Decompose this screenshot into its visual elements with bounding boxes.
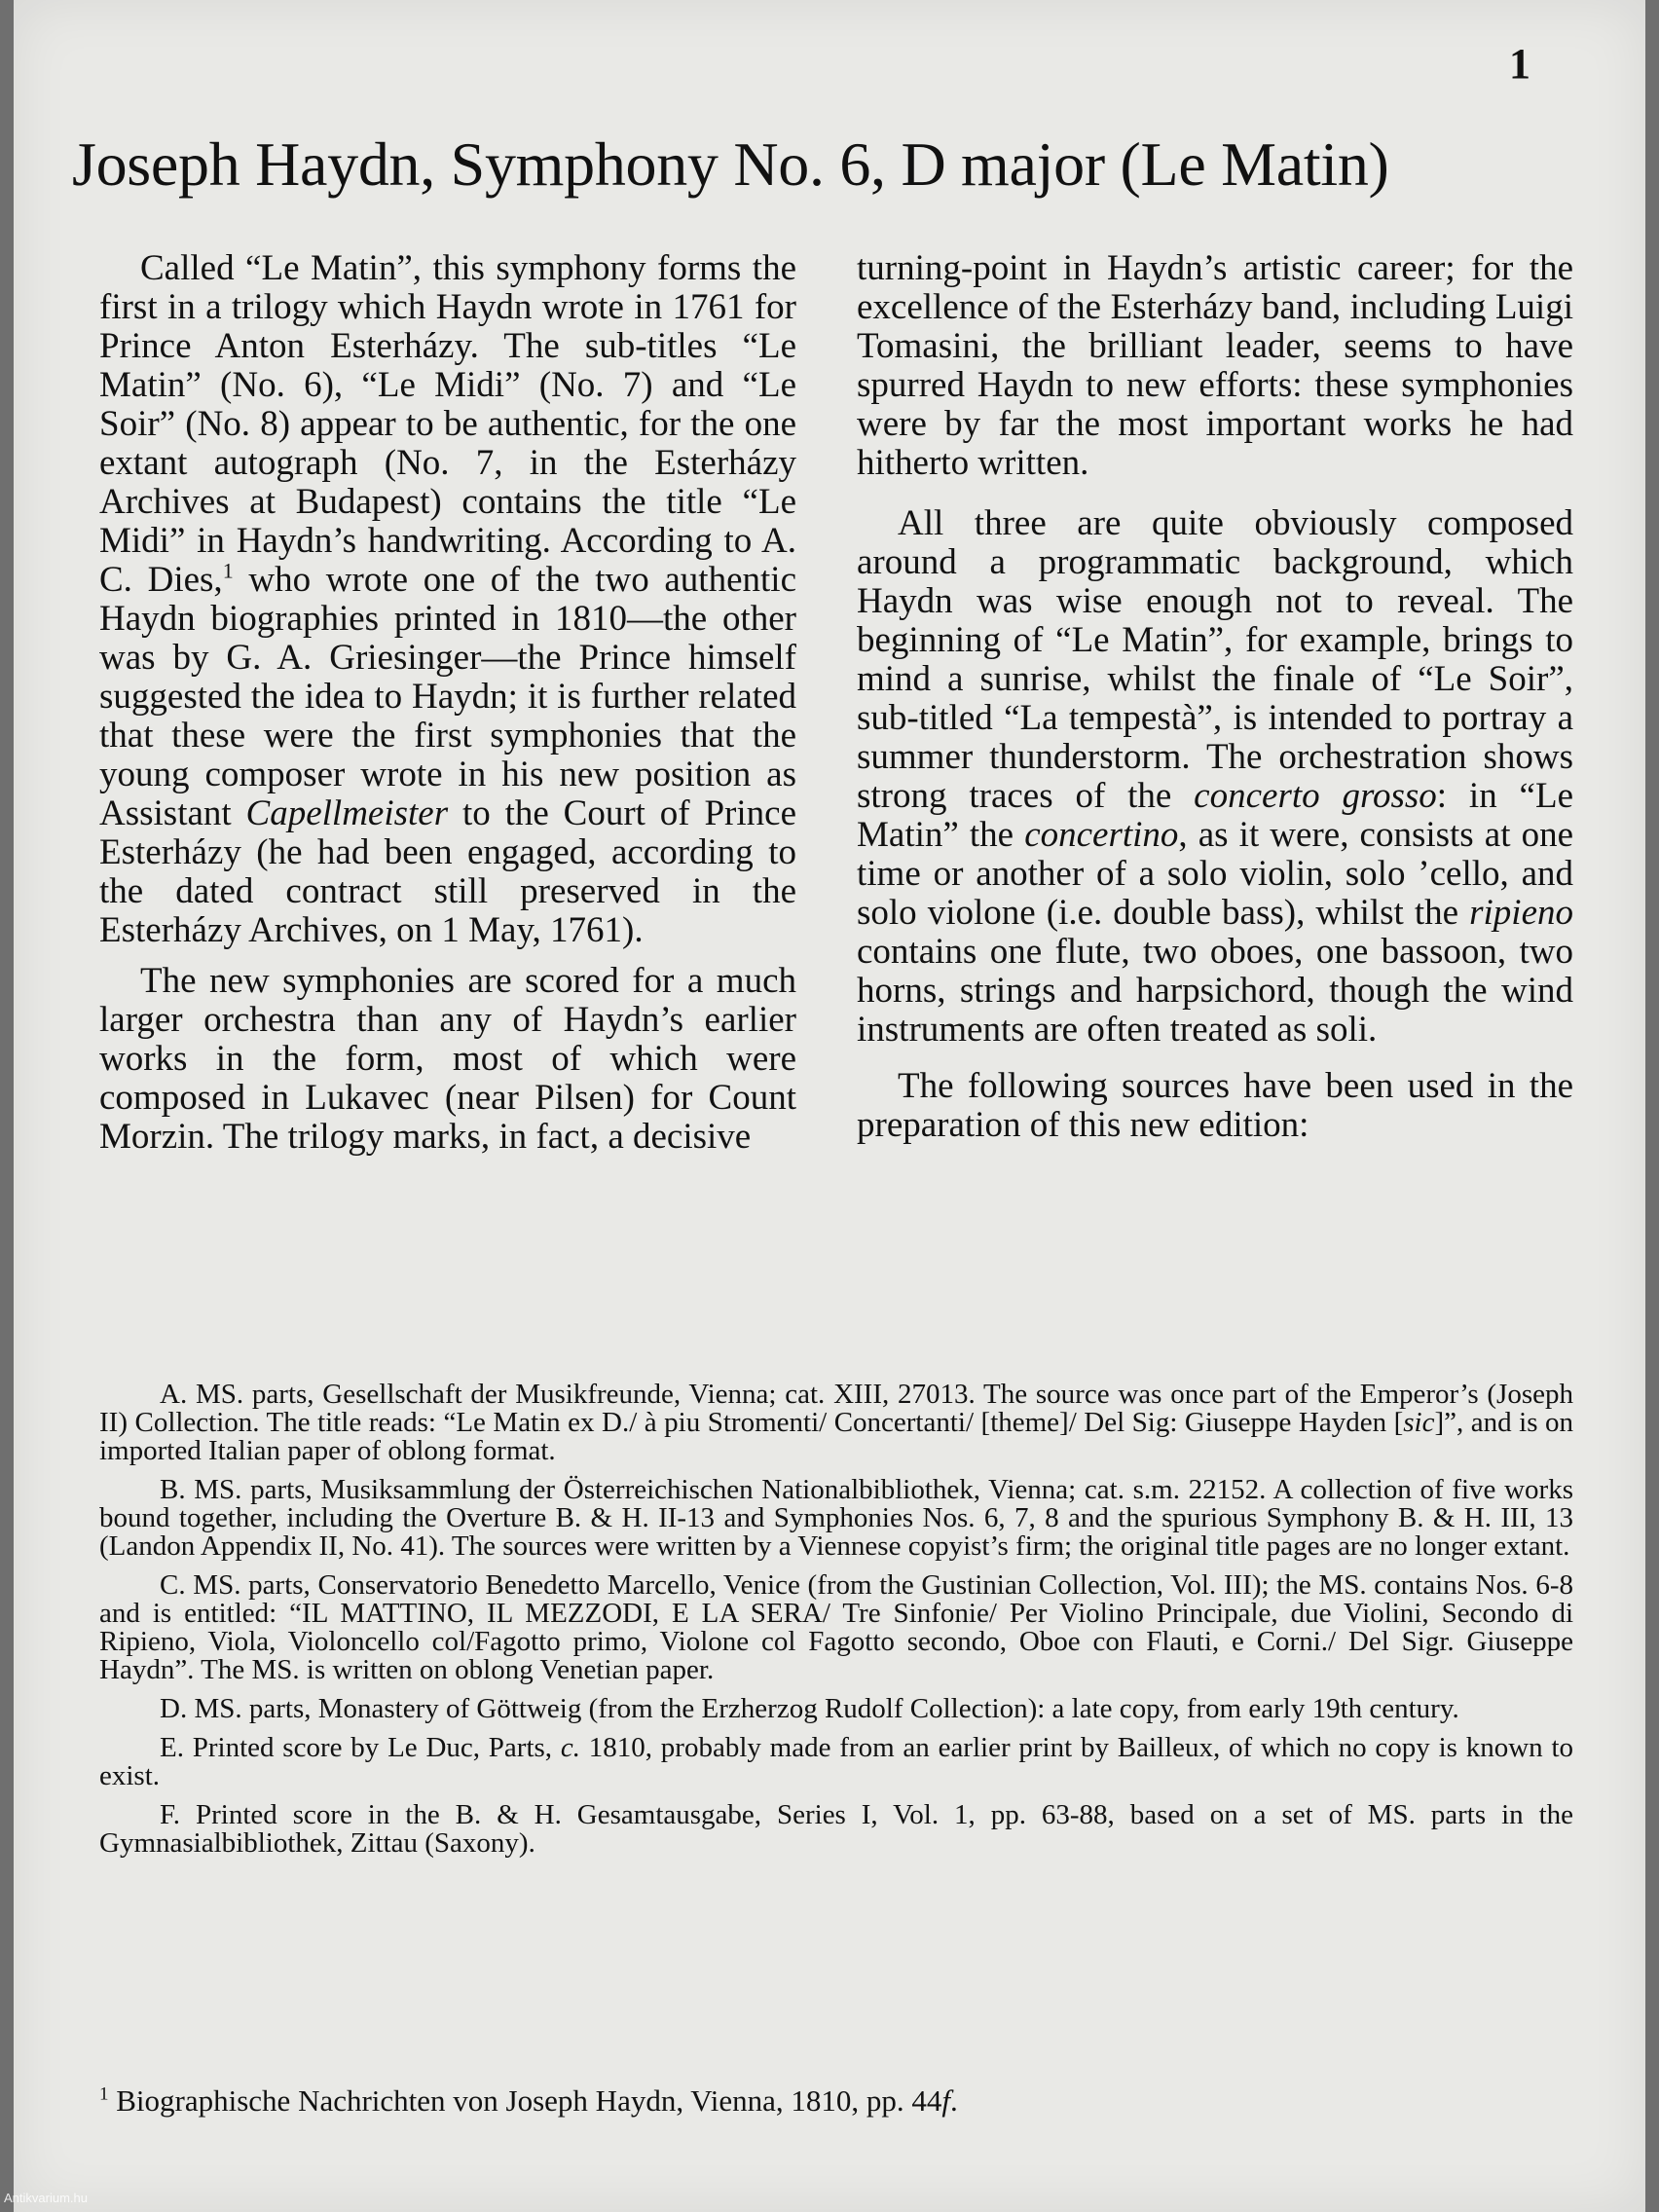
paragraph-continuation: turning-point in Haydn’s artistic career; for the excellence of the Esterházy band, including Luigi Tomasini, the brilliant leader, seems to have spurred Haydn to new efforts: these symphonies were by far the most important works he had hitherto written. bbox=[857, 248, 1573, 483]
page-title: Joseph Haydn, Symphony No. 6, D major (Le Matin) bbox=[72, 129, 1389, 199]
footnote: $^1$ Biographische Nachrichten von Joseph Haydn, Vienna, 1810, pp. 44f. bbox=[99, 2083, 958, 2118]
paragraph: Called “Le Matin”, this symphony forms the first in a trilogy which Haydn wrote in 1761 for Prince Anton Esterházy. The sub-titles “Le Matin” (No. 6), “Le Midi” (No. 7) and “Le Soir” (No. 8) appear to be authentic, for the one extant autograph (No. 7, in the Esterházy Archives at Budapest) contains the title “Le Midi” in Haydn’s handwriting. According to A. C. Dies,$^1$ who wrote one of the two authentic Haydn biographies printed in 1810—the other was by G. A. Griesinger—the Prince himself suggested the idea to Haydn; it is further related that these were the first symphonies that the young composer wrote in his new position as Assistant Capellmeister to the Court of Prince Esterházy (he had been engaged, according to the dated contract still preserved in the Esterházy Archives, on 1 May, 1761). bbox=[99, 248, 796, 950]
paragraph: The following sources have been used in the preparation of this new edition: bbox=[857, 1066, 1573, 1145]
source-item: B. MS. parts, Musiksammlung der Österreichischen Nationalbibliothek, Vienna; cat. s.m. 22152. A collection of five works bound together, including the Overture B. & H. II-13 and Symphonies Nos. 6, 7, 8 and the spurious Symphony B. & H. III, 13 (Landon Appendix II, No. 41). The sources were written by a Viennese copyist’s firm; the original title pages are no longer extant. bbox=[99, 1474, 1573, 1562]
source-item: D. MS. parts, Monastery of Göttweig (from the Erzherzog Rudolf Collection): a late copy, from early 19th century. bbox=[160, 1693, 1459, 1724]
page-number: 1 bbox=[1509, 40, 1530, 88]
source-item: C. MS. parts, Conservatorio Benedetto Marcello, Venice (from the Gustinian Collection, Vol. III); the MS. contains Nos. 6-8 and is entitled: “IL MATTINO, IL MEZZODI, E LA SERA/ Tre Sinfonie/ Per Violino Principale, due Violini, Secondo di Ripieno, Viola, Violoncello col/Fagotto primo, Violone col Fagotto secondo, Oboe con Flauti, e Corni./ Del Sigr. Giuseppe Haydn”. The MS. is written on oblong Venetian paper. bbox=[99, 1569, 1573, 1685]
book-page bbox=[14, 0, 1645, 2212]
paragraph: All three are quite obviously composed around a programmatic background, which Haydn was wise enough not to reveal. The beginning of “Le Matin”, for example, brings to mind a sunrise, whilst the finale of “Le Soir”, sub-titled “La tempestà”, is intended to portray a summer thunderstorm. The orchestration shows strong traces of the concerto grosso: in “Le Matin” the concertino, as it were, consists at one time or another of a solo violin, solo ’cello, and solo violone (i.e. double bass), whilst the ripieno contains one flute, two oboes, one bassoon, two horns, strings and harpsichord, though the wind instruments are often treated as soli. bbox=[857, 503, 1573, 1050]
source-item: A. MS. parts, Gesellschaft der Musikfreunde, Vienna; cat. XIII, 27013. The source was once part of the Emperor’s (Joseph II) Collection. The title reads: “Le Matin ex D./ à piu Stromenti/ Concertanti/ [theme]/ Del Sig: Giuseppe Hayden [sic]”, and is on imported Italian paper of oblong format. bbox=[99, 1379, 1573, 1466]
right-column bbox=[857, 249, 1573, 1157]
watermark: Antikvarium.hu bbox=[4, 2191, 88, 2205]
paragraph: The new symphonies are scored for a much larger orchestra than any of Haydn’s earlier works in the form, most of which were composed in Lukavec (near Pilsen) for Count Morzin. The trilogy marks, in fact, a decisive bbox=[99, 961, 796, 1157]
sources-list bbox=[99, 1381, 1573, 1868]
left-column bbox=[99, 249, 796, 1168]
source-item: E. Printed score by Le Duc, Parts, c. 1810, probably made from an earlier print by Bailleux, of which no copy is known to exist. bbox=[99, 1732, 1574, 1791]
footnote-reference: 1 bbox=[222, 558, 234, 583]
source-item: F. Printed score in the B. & H. Gesamtausgabe, Series I, Vol. 1, pp. 63-88, based on a set of MS. parts in the Gymnasialbibliothek, Zittau (Saxony). bbox=[99, 1799, 1573, 1859]
